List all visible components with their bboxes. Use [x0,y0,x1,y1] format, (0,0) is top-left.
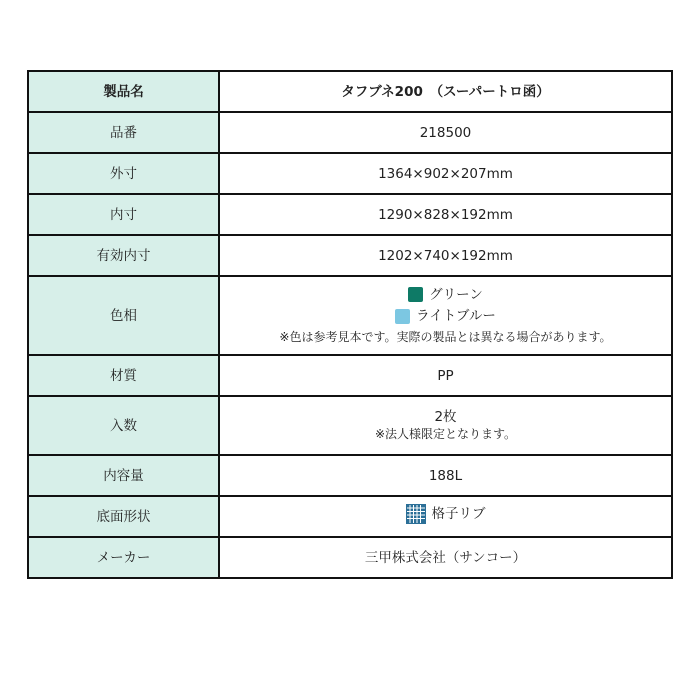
label-effective-inner-size: 有効内寸 [28,235,219,276]
label-maker: メーカー [28,537,219,578]
value-bottom-shape [219,496,672,537]
color-name-light-blue: ライトブルー [416,308,496,324]
grid-rib-icon [406,504,426,524]
bottom-shape-value: 格子リブ [431,506,486,522]
table-row-color [28,276,672,355]
value-color [219,276,672,355]
value-quantity [219,396,672,455]
color-name-green: グリーン [429,286,483,303]
table-row-capacity [28,455,672,496]
label-bottom-shape: 底面形状 [28,496,219,537]
table-row-effective-inner-size [28,235,672,276]
green-swatch-icon [408,287,423,302]
color-note: ※色は参考見本です。実際の製品とは異なる場合があります。 [279,329,612,344]
table-row-maker [28,537,672,578]
color-option-green [220,286,671,308]
table-row-outer-size [28,153,672,194]
color-option-light-blue [220,307,671,329]
light-blue-swatch-icon [395,309,410,324]
label-outer-size: 外寸 [28,153,219,194]
label-quantity: 入数 [28,396,219,455]
value-capacity: 188L [219,455,672,496]
value-maker: 三甲株式会社（サンコー） [219,537,672,578]
value-item-number: 218500 [219,112,672,153]
table-row-product-name [28,71,672,112]
table-row-quantity [28,396,672,455]
label-material: 材質 [28,355,219,396]
table-row-inner-size [28,194,672,235]
value-effective-inner-size: 1202×740×192mm [219,235,672,276]
value-material: PP [219,355,672,396]
label-color: 色相 [28,276,219,355]
label-inner-size: 内寸 [28,194,219,235]
value-outer-size: 1364×902×207mm [219,153,672,194]
quantity-note: ※法人様限定となります。 [374,427,517,441]
value-inner-size: 1290×828×192mm [219,194,672,235]
quantity-value: 2枚 [434,409,457,425]
table-row-material [28,355,672,396]
table-row-bottom-shape [28,496,672,537]
label-product-name: 製品名 [28,71,219,112]
label-item-number: 品番 [28,112,219,153]
table-row-item-number [28,112,672,153]
value-product-name: タフブネ200 （スーパートロ函） [219,71,672,112]
spec-table [27,70,673,579]
label-capacity: 内容量 [28,455,219,496]
